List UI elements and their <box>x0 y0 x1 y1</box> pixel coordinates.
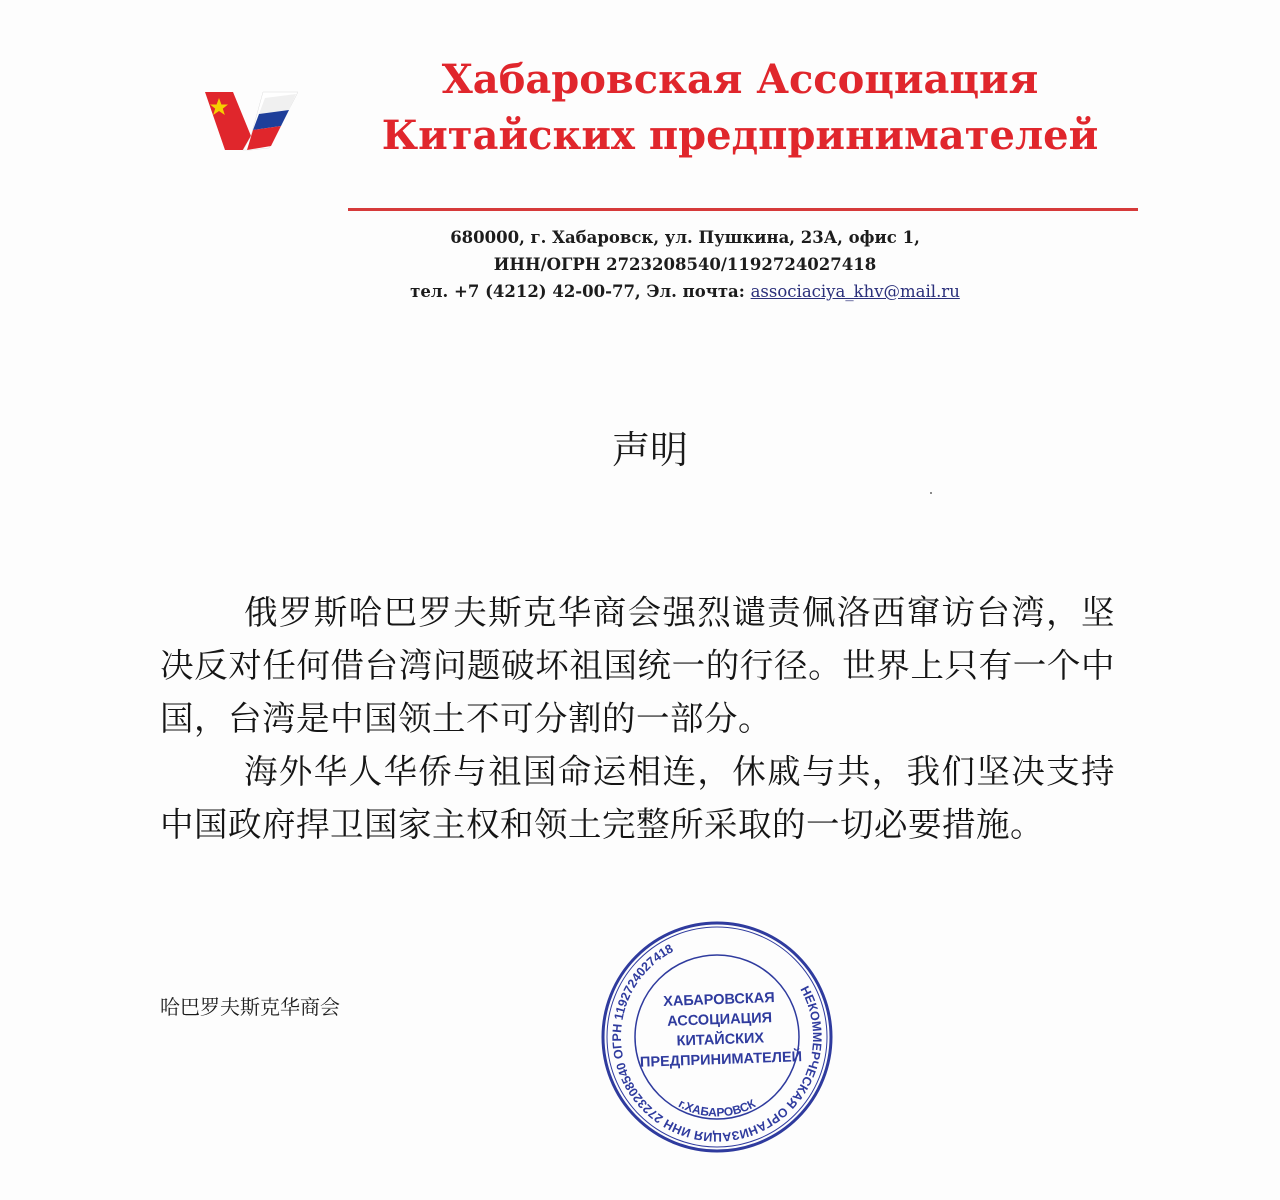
paper-speck <box>930 492 932 494</box>
stamp-center-line2: АССОЦИАЦИЯ <box>666 1010 773 1030</box>
statement-paragraph-2: 海外华人华侨与祖国命运相连，休戚与共，我们坚决支持中国政府捍卫国家主权和领土完整所采取的一切必要措施。 <box>160 752 1115 844</box>
logo-red-band <box>247 126 281 150</box>
address-line: 680000, г. Хабаровск, ул. Пушкина, 23А, офис 1, <box>450 228 920 247</box>
org-name-line1: Хабаровская Ассоциация <box>441 56 1039 103</box>
stamp-center-line3: КИТАЙСКИХ <box>676 1030 765 1050</box>
phone-label: тел. +7 (4212) 42-00-77, Эл. почта: <box>410 282 745 301</box>
phone-email-line <box>340 278 1030 305</box>
statement-title: 声明 <box>611 428 688 472</box>
header-divider <box>348 208 1138 211</box>
email-link[interactable]: associaciya_khv@mail.ru <box>750 282 960 301</box>
stamp-center-line4: ПРЕДПРИНИМАТЕЛЕЙ <box>639 1049 803 1071</box>
association-logo <box>203 88 298 154</box>
logo-red-wing <box>205 92 251 150</box>
statement-body <box>160 586 1115 851</box>
organization-name <box>330 52 1150 164</box>
stamp-center-line1: ХАБАРОВСКАЯ <box>663 990 775 1010</box>
stamp-city-text: г.ХАБАРОВСК <box>676 1096 758 1120</box>
org-name-line2: Китайских предпринимателей <box>381 112 1099 159</box>
statement-paragraph-1: 俄罗斯哈巴罗夫斯克华商会强烈谴责佩洛西窜访台湾，坚决反对任何借台湾问题破坏祖国统一的行径。世界上只有一个中国，台湾是中国领土不可分割的一部分。 <box>160 593 1115 738</box>
stamp-ring-text: НЕКОММЕРЧЕСКАЯ ОРГАНИЗАЦИЯ ИНН 2723208540 ОГРН 1192724027418 <box>609 941 825 1145</box>
registration-line: ИНН/ОГРН 2723208540/1192724027418 <box>493 255 877 274</box>
stamp-center-text <box>619 987 822 1074</box>
signature-line: 哈巴罗夫斯克华商会 <box>160 995 340 1019</box>
contact-block <box>340 224 1030 305</box>
